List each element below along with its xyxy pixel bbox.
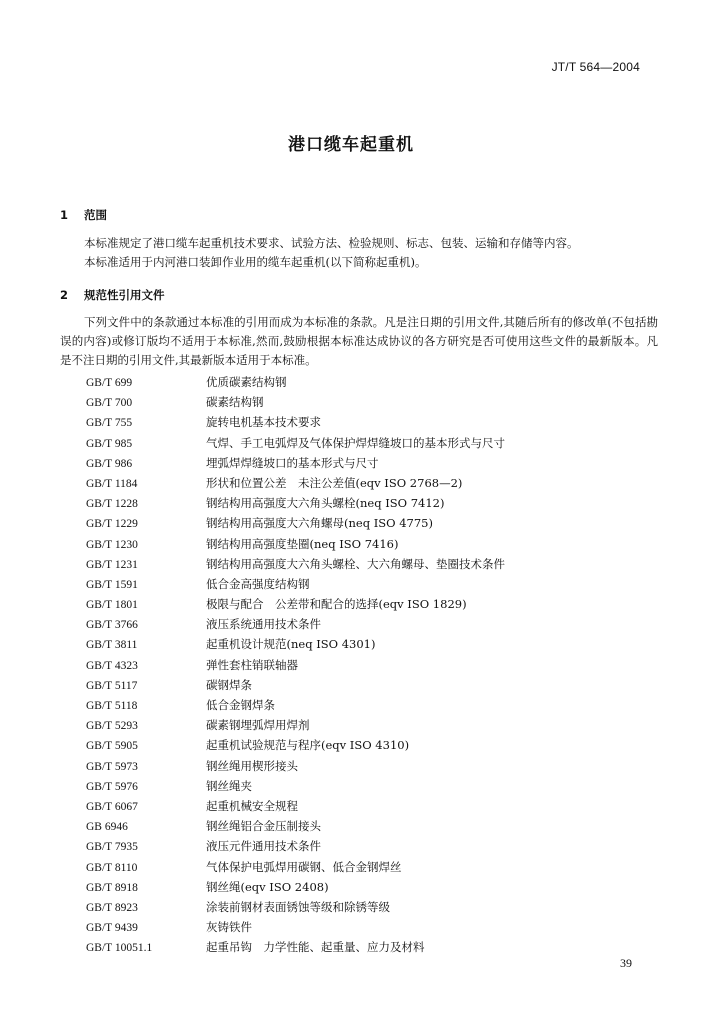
reference-code: GB/T 755: [86, 417, 133, 430]
reference-title: 碳素结构钢: [206, 395, 264, 410]
reference-title: 气焊、手工电弧焊及气体保护焊焊缝坡口的基本形式与尺寸: [206, 435, 505, 450]
reference-item: [86, 657, 646, 677]
reference-code: GB 6946: [86, 821, 128, 834]
reference-title: 埋弧焊焊缝坡口的基本形式与尺寸: [206, 455, 379, 470]
reference-title: 旋转电机基本技术要求: [206, 415, 321, 430]
reference-title: 液压系统通用技术条件: [206, 617, 321, 632]
reference-code: GB/T 1231: [86, 558, 138, 571]
reference-code: GB/T 1228: [86, 498, 138, 511]
reference-code: GB/T 8923: [86, 901, 138, 914]
reference-title: 钢结构用高强度大六角螺母(neq ISO 4775): [206, 516, 433, 531]
reference-title: 低合金钢焊条: [206, 698, 275, 712]
reference-code: GB/T 5118: [86, 700, 138, 712]
document-title: 港口缆车起重机: [288, 135, 414, 155]
reference-title: 钢丝绳用楔形接头: [206, 758, 298, 773]
reference-item: [86, 374, 646, 394]
reference-title: 钢丝绳夹: [206, 778, 252, 793]
reference-item: [86, 717, 646, 737]
reference-item: [86, 919, 646, 939]
reference-code: GB/T 1591: [86, 578, 138, 591]
reference-item: [86, 737, 646, 757]
reference-title: 起重机试验规范与程序(eqv ISO 4310): [206, 738, 410, 753]
reference-item: [86, 536, 646, 556]
page-number: 39: [620, 956, 632, 970]
reference-code: GB/T 5973: [86, 760, 138, 773]
reference-title: 优质碳素结构钢: [206, 375, 287, 389]
reference-item: [86, 576, 646, 596]
reference-code: GB/T 3766: [86, 619, 138, 632]
reference-title: 碳素钢埋弧焊用焊剂: [206, 718, 310, 733]
reference-title: 起重机设计规范(neq ISO 4301): [206, 637, 376, 652]
reference-code: GB/T 8918: [86, 881, 138, 894]
reference-item: [86, 677, 646, 697]
reference-item: [86, 414, 646, 434]
reference-item: [86, 636, 646, 656]
reference-item: [86, 939, 646, 959]
reference-item: [86, 838, 646, 858]
reference-title: 气体保护电弧焊用碳钢、低合金钢焊丝: [206, 859, 402, 874]
section-2-heading: [60, 287, 165, 303]
reference-title: 低合金高强度结构钢: [206, 576, 310, 591]
reference-item: [86, 798, 646, 818]
reference-title: 涂装前钢材表面锈蚀等级和除锈等级: [206, 899, 390, 914]
section-number: 1: [60, 208, 69, 222]
reference-item: [86, 758, 646, 778]
reference-item: [86, 475, 646, 495]
reference-code: GB/T 8110: [86, 861, 138, 874]
reference-code: GB/T 5976: [86, 780, 138, 793]
reference-title: 钢结构用高强度大六角头螺栓、大六角螺母、垫圈技术条件: [206, 556, 505, 571]
reference-item: [86, 515, 646, 535]
reference-item: [86, 394, 646, 414]
reference-code: GB/T 3811: [86, 639, 138, 652]
reference-code: GB/T 1801: [86, 599, 138, 612]
reference-item: [86, 495, 646, 515]
reference-item: [86, 556, 646, 576]
reference-title: 弹性套柱销联轴器: [206, 657, 298, 672]
reference-code: GB/T 700: [86, 397, 133, 410]
reference-code: GB/T 1184: [86, 477, 138, 490]
reference-title: 形状和位置公差 未注公差值(eqv ISO 2768—2): [206, 475, 463, 490]
reference-code: GB/T 1229: [86, 518, 138, 531]
reference-code: GB/T 10051.1: [86, 942, 153, 955]
reference-title: 极限与配合 公差带和配合的选择(eqv ISO 1829): [206, 597, 467, 612]
reference-item: [86, 859, 646, 879]
reference-code: GB/T 7935: [86, 841, 138, 854]
reference-code: GB/T 1230: [86, 538, 138, 551]
reference-item: [86, 455, 646, 475]
reference-title: 起重机械安全规程: [206, 798, 298, 813]
scope-paragraph-1: 本标准规定了港口缆车起重机技术要求、试验方法、检验规则、标志、包装、运输和存储等内容。: [84, 236, 579, 250]
reference-item: [86, 778, 646, 798]
section-1-heading: [60, 207, 107, 223]
reference-title: 起重吊钩 力学性能、起重量、应力及材料: [206, 940, 425, 955]
normative-references-intro: 下列文件中的条款通过本标准的引用而成为本标准的条款。凡是注日期的引用文件,其随后所有的修改单(不包括勘误的内容)或修订版均不适用于本标准,然而,鼓励根据本标准达成协议的各方研究是否可使用这些文件的最新版本。凡是不注日期的引用文件,其最新版本适用于本标准。: [60, 315, 658, 367]
reference-item: [86, 616, 646, 636]
standard-code: JT/T 564—2004: [551, 60, 640, 74]
scope-paragraph-2: 本标准适用于内河港口装卸作业用的缆车起重机(以下简称起重机)。: [84, 255, 427, 269]
reference-code: GB/T 5117: [86, 679, 138, 692]
reference-title: 钢结构用高强度大六角头螺栓(neq ISO 7412): [206, 496, 445, 511]
reference-title: 灰铸铁件: [206, 920, 252, 935]
reference-item: [86, 596, 646, 616]
section-title: 规范性引用文件: [84, 288, 165, 302]
reference-item: [86, 818, 646, 838]
reference-code: GB/T 985: [86, 437, 133, 450]
reference-item: [86, 879, 646, 899]
reference-title: 钢结构用高强度垫圈(neq ISO 7416): [206, 536, 399, 551]
reference-item: [86, 697, 646, 717]
reference-title: 液压元件通用技术条件: [206, 839, 321, 854]
reference-code: GB/T 699: [86, 377, 133, 389]
reference-code: GB/T 5905: [86, 740, 138, 753]
reference-title: 钢丝绳(eqv ISO 2408): [206, 879, 329, 894]
reference-code: GB/T 4323: [86, 659, 138, 672]
reference-code: GB/T 986: [86, 457, 133, 470]
reference-item: [86, 899, 646, 919]
reference-title: 钢丝绳铝合金压制接头: [206, 819, 321, 834]
reference-code: GB/T 6067: [86, 800, 138, 813]
section-title: 范围: [84, 208, 107, 222]
reference-item: [86, 435, 646, 455]
section-number: 2: [60, 288, 69, 302]
reference-code: GB/T 5293: [86, 720, 138, 733]
reference-code: GB/T 9439: [86, 922, 138, 935]
reference-list: [86, 374, 646, 959]
reference-title: 碳钢焊条: [206, 677, 252, 692]
